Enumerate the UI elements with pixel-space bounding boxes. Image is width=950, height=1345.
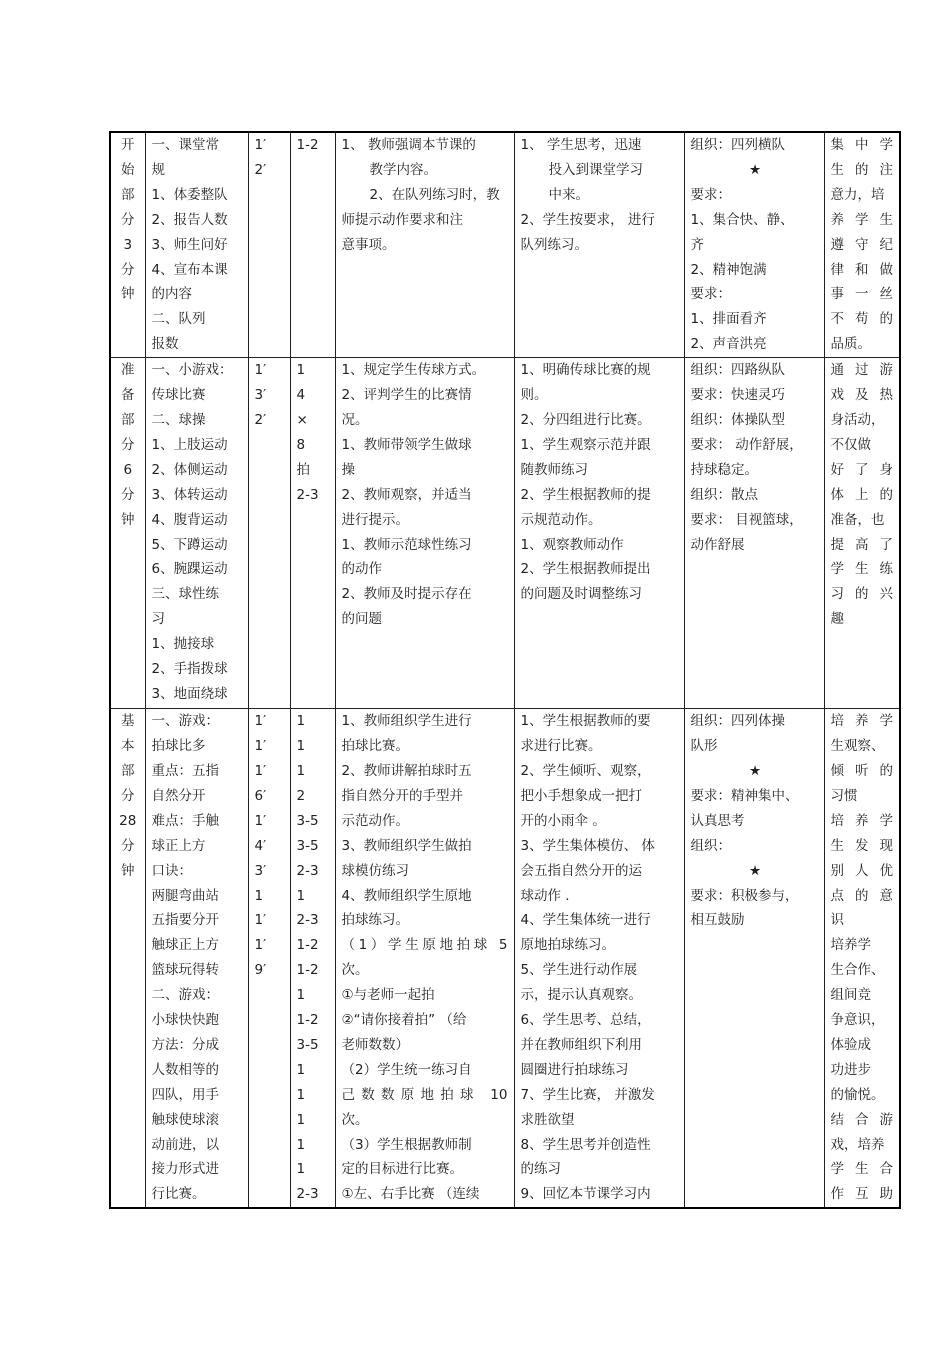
cell-text-line: 2、精神饱满: [690, 261, 767, 278]
cell-text-line: 3、地面绕球: [151, 685, 228, 702]
cell-text-line: 1、观察教师动作: [520, 536, 624, 553]
cell-text-line: 事一丝: [830, 286, 893, 303]
cell-text-line: 接力形式进: [151, 1161, 219, 1178]
cell-text-line: 组织：体操队型: [690, 411, 785, 428]
cell-text-line: 钟: [121, 862, 135, 879]
cell-text-line: 老师数数）: [341, 1036, 409, 1053]
cell-text-line: 1′: [254, 362, 267, 379]
cell-text-line: ★: [748, 862, 762, 879]
cell-text-line: 1: [296, 738, 306, 755]
cell-text-line: 9、回忆本节课学习内: [520, 1186, 651, 1203]
cell-text-line: 1、教师带领学生做球: [341, 436, 472, 453]
cell-text-line: 的问题及时调整练习: [520, 586, 642, 603]
cell-text-line: 示规范动作。: [520, 511, 602, 528]
cell-text-line: 开的小雨伞 。: [520, 812, 606, 829]
table-row: [110, 132, 900, 358]
cell-text-line: 3-5: [296, 837, 319, 854]
cell-text-line: 始: [121, 161, 135, 178]
cell-text-line: 2、评判学生的比赛情: [341, 387, 472, 404]
cell-text-line: 况。: [341, 411, 369, 428]
cell-text-line: 1、抛接球: [151, 636, 215, 653]
cell-text-line: 6: [123, 461, 133, 478]
cell-text-line: 的动作: [341, 561, 382, 578]
cell-text-line: 触球使球滚: [151, 1111, 219, 1128]
teacher-activity-cell: [335, 132, 514, 358]
cell-text-line: 操: [341, 461, 355, 478]
organization-cell: [684, 358, 824, 709]
cell-text-line: ①左、右手比赛 （连续: [341, 1186, 480, 1203]
cell-text-line: 2、体侧运动: [151, 461, 228, 478]
cell-text-line: 4、教师组织学生原地: [341, 887, 472, 904]
cell-text-line: 1: [296, 713, 306, 730]
reps-cell: [290, 709, 335, 1209]
cell-text-line: 持球稳定。: [690, 461, 758, 478]
cell-text-line: 拍球比多: [151, 738, 206, 755]
cell-text-line: 2、报告人数: [151, 211, 228, 228]
cell-text-line: 1′: [254, 738, 267, 755]
cell-text-line: 求胜欲望: [520, 1111, 575, 1128]
cell-text-line: 要求：积极参与，: [690, 887, 799, 904]
cell-text-line: 次。: [341, 1111, 369, 1128]
cell-text-line: 会五指自然分开的运: [520, 862, 642, 879]
cell-text-line: 1、明确传球比赛的规: [520, 362, 651, 379]
cell-text-line: 圆圈进行拍球练习: [520, 1061, 629, 1078]
student-activity-cell: [514, 358, 684, 709]
cell-text-line: 五指要分开: [151, 912, 219, 929]
cell-text-line: ★: [748, 762, 762, 779]
section-cell: [110, 358, 145, 709]
cell-text-line: 培养学: [830, 713, 893, 730]
cell-text-line: 2、学生按要求， 进行: [520, 211, 655, 228]
cell-text-line: 基: [121, 713, 135, 730]
cell-text-line: 戏及热: [830, 387, 893, 404]
cell-text-line: 习惯: [830, 787, 858, 804]
cell-text-line: 体验成: [830, 1036, 871, 1053]
cell-text-line: 9′: [254, 962, 267, 979]
cell-text-line: 6、腕踝运动: [151, 561, 228, 578]
cell-text-line: 作互助: [830, 1186, 893, 1203]
cell-text-line: 7、学生比赛， 并激发: [520, 1086, 655, 1103]
content-cell: [145, 358, 248, 709]
cell-text-line: 遵守纪: [830, 236, 893, 253]
student-activity-cell: [514, 709, 684, 1209]
cell-text-line: 点的意: [830, 887, 893, 904]
cell-text-line: 四队，用手: [151, 1086, 219, 1103]
cell-text-line: 三、球性练: [151, 586, 219, 603]
cell-text-line: 分: [121, 837, 135, 854]
cell-text-line: 2、教师讲解拍球时五: [341, 762, 472, 779]
cell-text-line: 3、学生集体模仿、 体: [520, 837, 655, 854]
cell-text-line: 28: [119, 812, 137, 829]
cell-text-line: 认真思考: [690, 812, 745, 829]
cell-text-line: 指自然分开的手型并: [341, 787, 463, 804]
cell-text-line: 队列练习。: [520, 236, 588, 253]
cell-text-line: 备: [121, 387, 135, 404]
cell-text-line: 4: [296, 387, 306, 404]
cell-text-line: 组织：四路纵队: [690, 362, 785, 379]
cell-text-line: 行比赛。: [151, 1186, 206, 1203]
cell-text-line: 律和做: [830, 261, 893, 278]
cell-text-line: 一、小游戏：: [151, 362, 233, 379]
cell-text-line: 投入到课堂学习: [548, 161, 643, 178]
cell-text-line: 1′: [254, 713, 267, 730]
cell-text-line: 组间竞: [830, 987, 871, 1004]
content-cell: [145, 709, 248, 1209]
cell-text-line: ×: [296, 411, 308, 428]
cell-text-line: 2: [296, 787, 306, 804]
cell-text-line: 规: [151, 161, 165, 178]
cell-text-line: 4′: [254, 837, 267, 854]
cell-text-line: 1: [296, 1111, 306, 1128]
cell-text-line: 准备，也: [830, 511, 885, 528]
cell-text-line: 1′: [254, 937, 267, 954]
cell-text-line: 中来。: [548, 186, 589, 203]
cell-text-line: 意事项。: [341, 236, 396, 253]
cell-text-line: 8、学生思考并创造性: [520, 1136, 651, 1153]
cell-text-line: 3′: [254, 862, 267, 879]
cell-text-line: ②“请你接着拍” （给: [341, 1012, 467, 1029]
content-cell: [145, 132, 248, 358]
cell-text-line: 原地拍球练习。: [520, 937, 615, 954]
cell-text-line: 要求： 目视篮球，: [690, 511, 803, 528]
cell-text-line: （3）学生根据教师制: [341, 1136, 472, 1153]
cell-text-line: 人数相等的: [151, 1061, 219, 1078]
cell-text-line: 的练习: [520, 1161, 561, 1178]
teacher-activity-cell: [335, 358, 514, 709]
cell-text-line: 求进行比赛。: [520, 738, 602, 755]
cell-text-line: 触球正上方: [151, 937, 219, 954]
cell-text-line: 的问题: [341, 611, 382, 628]
cell-text-line: 组织：四列横队: [690, 137, 785, 153]
cell-text-line: 准: [121, 362, 135, 379]
cell-text-line: 2、学生倾听、观察，: [520, 762, 651, 779]
cell-text-line: 师提示动作要求和注: [341, 211, 463, 228]
cell-text-line: 1、学生根据教师的要: [520, 713, 651, 730]
cell-text-line: 体上的: [830, 486, 893, 503]
cell-text-line: 组织：散点: [690, 486, 758, 503]
cell-text-line: 2、分四组进行比赛。: [520, 411, 651, 428]
cell-text-line: 口诀：: [151, 862, 192, 879]
cell-text-line: 功进步: [830, 1061, 871, 1078]
cell-text-line: 2-3: [296, 1186, 319, 1203]
cell-text-line: 二、队列: [151, 311, 206, 328]
cell-text-line: 通过游: [830, 362, 893, 379]
cell-text-line: 学生练: [830, 561, 893, 578]
section-cell: [110, 709, 145, 1209]
cell-text-line: 要求：: [690, 186, 731, 203]
cell-text-line: 1-2: [296, 1012, 319, 1029]
cell-text-line: 组织：: [690, 837, 731, 854]
cell-text-line: 2、学生根据教师的提: [520, 486, 651, 503]
cell-text-line: 1、教师示范球性练习: [341, 536, 472, 553]
cell-text-line: 要求： 动作舒展，: [690, 436, 803, 453]
cell-text-line: 二、球操: [151, 411, 206, 428]
cell-text-line: 小球快快跑: [151, 1012, 219, 1029]
cell-text-line: 一、游戏：: [151, 713, 219, 730]
cell-text-line: 2′: [254, 161, 267, 178]
cell-text-line: 3-5: [296, 812, 319, 829]
cell-text-line: 1′: [254, 762, 267, 779]
cell-text-line: 要求：精神集中、: [690, 787, 799, 804]
reps-cell: [290, 132, 335, 358]
cell-text-line: 队形: [690, 738, 718, 755]
cell-text-line: 习的兴: [830, 586, 893, 603]
cell-text-line: 生的注: [830, 161, 893, 178]
cell-text-line: 生合作、: [830, 962, 885, 979]
cell-text-line: 部: [121, 411, 135, 428]
cell-text-line: 别人优: [830, 862, 893, 879]
cell-text-line: 动作舒展: [690, 536, 745, 553]
cell-text-line: 2-3: [296, 862, 319, 879]
cell-text-line: 2、教师观察，并适当: [341, 486, 472, 503]
student-activity-cell: [514, 132, 684, 358]
table-row: [110, 358, 900, 709]
cell-text-line: 2′: [254, 411, 267, 428]
cell-text-line: 要求：快速灵巧: [690, 387, 785, 404]
cell-text-line: 齐: [690, 236, 704, 253]
cell-text-line: （1）学生原地拍球 5: [341, 937, 508, 954]
time-cell: [248, 709, 290, 1209]
cell-text-line: 1: [296, 362, 306, 379]
cell-text-line: 3′: [254, 387, 267, 404]
cell-text-line: 养学生: [830, 211, 893, 228]
cell-text-line: 戏，培养: [830, 1136, 885, 1153]
cell-text-line: 1: [254, 887, 264, 904]
cell-text-line: 4、腹背运动: [151, 511, 228, 528]
cell-text-line: 1、规定学生传球方式。: [341, 362, 486, 379]
cell-text-line: 难点：手触: [151, 812, 219, 829]
cell-text-line: 不仅做: [830, 436, 871, 453]
goal-cell: [824, 709, 900, 1209]
cell-text-line: 2、在队列练习时，教: [369, 186, 500, 203]
cell-text-line: 1′: [254, 912, 267, 929]
cell-text-line: 结合游: [830, 1111, 893, 1128]
cell-text-line: 次。: [341, 962, 369, 979]
cell-text-line: 开: [121, 137, 135, 153]
cell-text-line: 3、师生问好: [151, 236, 228, 253]
reps-cell: [290, 358, 335, 709]
cell-text-line: 提高了: [830, 536, 893, 553]
cell-text-line: 8: [296, 436, 306, 453]
cell-text-line: 1、学生观察示范并跟: [520, 436, 651, 453]
goal-cell: [824, 132, 900, 358]
time-cell: [248, 132, 290, 358]
cell-text-line: 的愉悦。: [830, 1086, 885, 1103]
cell-text-line: 2-3: [296, 912, 319, 929]
cell-text-line: 3、体转运动: [151, 486, 228, 503]
cell-text-line: 1-2: [296, 937, 319, 954]
cell-text-line: 学生合: [830, 1161, 893, 1178]
cell-text-line: 球动作 .: [520, 887, 570, 904]
cell-text-line: 3-5: [296, 1036, 319, 1053]
organization-cell: [684, 132, 824, 358]
cell-text-line: 2、教师及时提示存在: [341, 586, 472, 603]
table-body: [110, 132, 900, 1208]
cell-text-line: 分: [121, 436, 135, 453]
cell-text-line: 1: [296, 1161, 306, 1178]
cell-text-line: 拍球比赛。: [341, 738, 409, 755]
cell-text-line: 1′: [254, 137, 267, 153]
cell-text-line: 传球比赛: [151, 387, 206, 404]
cell-text-line: 不苟的: [830, 311, 893, 328]
cell-text-line: 己数数原地拍球 10: [341, 1086, 508, 1103]
cell-text-line: 两腿弯曲站: [151, 887, 219, 904]
cell-text-line: 识: [830, 912, 844, 929]
cell-text-line: 集中学: [830, 137, 893, 153]
cell-text-line: 钟: [121, 286, 135, 303]
cell-text-line: 好了身: [830, 461, 893, 478]
cell-text-line: 分: [121, 486, 135, 503]
cell-text-line: 2、手指拨球: [151, 661, 228, 678]
cell-text-line: 示范动作。: [341, 812, 409, 829]
cell-text-line: 报数: [151, 336, 179, 353]
cell-text-line: 重点：五指: [151, 762, 219, 779]
cell-text-line: 1-2: [296, 962, 319, 979]
cell-text-line: 钟: [121, 511, 135, 528]
cell-text-line: 身活动，: [830, 411, 885, 428]
cell-text-line: 2-3: [296, 486, 319, 503]
cell-text-line: ★: [748, 161, 762, 178]
organization-cell: [684, 709, 824, 1209]
lesson-plan-table: [109, 131, 901, 1209]
cell-text-line: 1、上肢运动: [151, 436, 228, 453]
cell-text-line: 3、教师组织学生做拍: [341, 837, 472, 854]
cell-text-line: 部: [121, 762, 135, 779]
cell-text-line: 随教师练习: [520, 461, 588, 478]
cell-text-line: 篮球玩得转: [151, 962, 219, 979]
cell-text-line: 把小手想象成一把打: [520, 787, 642, 804]
cell-text-line: 1、体委整队: [151, 186, 228, 203]
cell-text-line: 拍: [296, 461, 310, 478]
cell-text-line: 方法：分成: [151, 1036, 219, 1053]
cell-text-line: 1、 学生思考，迅速: [520, 137, 642, 153]
cell-text-line: 部: [121, 186, 135, 203]
cell-text-line: 趣: [830, 611, 844, 628]
cell-text-line: 1、教师组织学生进行: [341, 713, 472, 730]
cell-text-line: 1、集合快、静、: [690, 211, 794, 228]
cell-text-line: 1、 教师强调本节课的: [341, 137, 476, 153]
cell-text-line: 球正上方: [151, 837, 206, 854]
cell-text-line: 定的目标进行比赛。: [341, 1161, 463, 1178]
cell-text-line: 5、学生进行动作展: [520, 962, 638, 979]
cell-text-line: 球模仿练习: [341, 862, 409, 879]
cell-text-line: 5、下蹲运动: [151, 536, 228, 553]
cell-text-line: 一、课堂常: [151, 137, 219, 153]
cell-text-line: 3: [123, 236, 133, 253]
cell-text-line: 1: [296, 987, 306, 1004]
cell-text-line: 4、学生集体统一进行: [520, 912, 651, 929]
teacher-activity-cell: [335, 709, 514, 1209]
cell-text-line: 2、声音洪亮: [690, 336, 767, 353]
cell-text-line: 自然分开: [151, 787, 206, 804]
cell-text-line: 本: [121, 738, 135, 755]
cell-text-line: 并在教师组织下利用: [520, 1036, 642, 1053]
goal-cell: [824, 358, 900, 709]
section-cell: [110, 132, 145, 358]
cell-text-line: 6、学生思考、总结，: [520, 1012, 651, 1029]
cell-text-line: 分: [121, 211, 135, 228]
cell-text-line: 培养学: [830, 937, 871, 954]
cell-text-line: 品质。: [830, 336, 871, 353]
cell-text-line: ①与老师一起拍: [341, 987, 435, 1004]
cell-text-line: 生观察、: [830, 738, 885, 755]
cell-text-line: 倾听的: [830, 762, 893, 779]
cell-text-line: 的内容: [151, 286, 192, 303]
cell-text-line: 6′: [254, 787, 267, 804]
cell-text-line: 生发现: [830, 837, 893, 854]
cell-text-line: 二、游戏：: [151, 987, 219, 1004]
cell-text-line: 相互鼓励: [690, 912, 745, 929]
cell-text-line: 1: [296, 1061, 306, 1078]
cell-text-line: 习: [151, 611, 165, 628]
cell-text-line: 示，提示认真观察。: [520, 987, 642, 1004]
cell-text-line: 1′: [254, 812, 267, 829]
cell-text-line: 1、排面看齐: [690, 311, 767, 328]
cell-text-line: 要求：: [690, 286, 731, 303]
table-row: [110, 709, 900, 1209]
time-cell: [248, 358, 290, 709]
cell-text-line: 1: [296, 1136, 306, 1153]
cell-text-line: 1: [296, 887, 306, 904]
cell-text-line: 争意识，: [830, 1012, 885, 1029]
cell-text-line: 1-2: [296, 137, 319, 153]
cell-text-line: 拍球练习。: [341, 912, 409, 929]
cell-text-line: 动前进，以: [151, 1136, 219, 1153]
cell-text-line: 分: [121, 261, 135, 278]
cell-text-line: 则。: [520, 387, 548, 404]
cell-text-line: （2）学生统一练习自: [341, 1061, 472, 1078]
cell-text-line: 2、学生根据教师提出: [520, 561, 651, 578]
cell-text-line: 1: [296, 1086, 306, 1103]
cell-text-line: 培养学: [830, 812, 893, 829]
cell-text-line: 4、宣布本课: [151, 261, 228, 278]
cell-text-line: 分: [121, 787, 135, 804]
cell-text-line: 1: [296, 762, 306, 779]
cell-text-line: 教学内容。: [369, 161, 437, 178]
cell-text-line: 意力，培: [830, 186, 885, 203]
cell-text-line: 进行提示。: [341, 511, 409, 528]
cell-text-line: 组织：四列体操: [690, 713, 785, 730]
